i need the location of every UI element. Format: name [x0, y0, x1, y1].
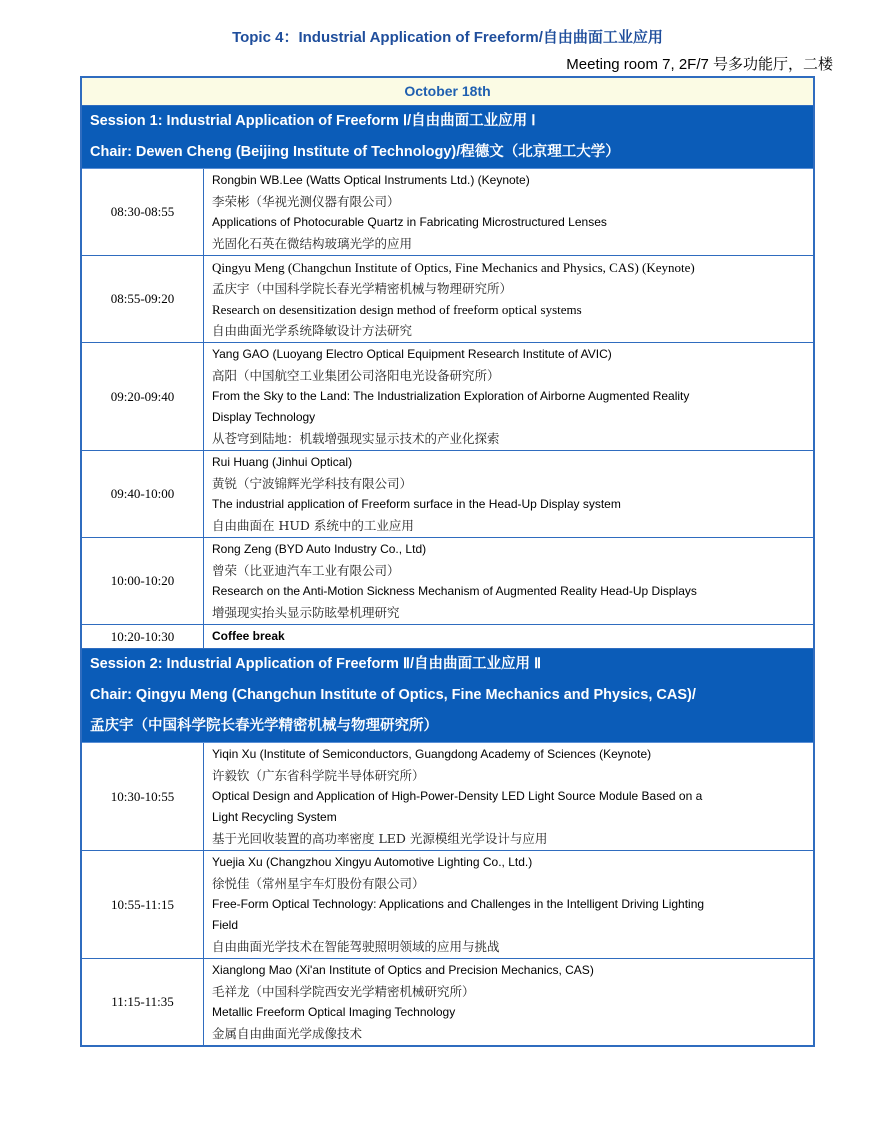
talk-line: 光固化石英在微结构玻璃光学的应用: [212, 236, 413, 251]
talk-row: [82, 451, 813, 538]
talk-line: 李荣彬（华视光测仪器有限公司）: [212, 194, 400, 209]
talk-details: [204, 743, 813, 850]
talk-line: 黄锐（宁波锦辉光学科技有限公司）: [212, 476, 413, 491]
talk-time: 10:20-10:30: [82, 625, 204, 648]
speaker-line: Yuejia Xu (Changzhou Xingyu Automotive Lighting Co., Ltd.): [212, 855, 533, 869]
talk-line: 基于光回收装置的高功率密度 LED 光源模组光学设计与应用: [212, 831, 548, 846]
talk-time: 09:20-09:40: [82, 343, 204, 450]
speaker-line: Xianglong Mao (Xi'an Institute of Optics and Precision Mechanics, CAS): [212, 963, 594, 977]
talk-line: Optical Design and Application of High-Power-Density LED Light Source Module Based on a: [212, 789, 703, 803]
talk-line: 自由曲面在 HUD 系统中的工业应用: [212, 518, 414, 533]
talk-row: [82, 169, 813, 256]
talk-line: Display Technology: [212, 410, 316, 424]
talk-details: [204, 959, 813, 1045]
talk-line: Applications of Photocurable Quartz in Fabricating Microstructured Lenses: [212, 215, 607, 229]
speaker-line: Rong Zeng (BYD Auto Industry Co., Ltd): [212, 542, 427, 556]
talk-line: 高阳（中国航空工业集团公司洛阳电光设备研究所）: [212, 368, 500, 383]
talk-time: 08:30-08:55: [82, 169, 204, 255]
talk-line: 许毅钦（广东省科学院半导体研究所）: [212, 768, 425, 783]
talk-details: [204, 169, 813, 255]
talk-line: From the Sky to the Land: The Industrialization Exploration of Airborne Augmented Reality: [212, 389, 690, 403]
talk-details: [204, 851, 813, 958]
talk-row: [82, 743, 813, 851]
speaker-line: Rongbin WB.Lee (Watts Optical Instruments Ltd.) (Keynote): [212, 173, 530, 187]
talk-row: [82, 959, 813, 1045]
talk-time: 10:00-10:20: [82, 538, 204, 624]
talk-details: [204, 538, 813, 624]
session-title: Session 2: Industrial Application of Freeform Ⅱ/自由曲面工业应用 Ⅱ: [90, 656, 542, 672]
schedule-table: [80, 76, 815, 1047]
speaker-line: Yiqin Xu (Institute of Semiconductors, Guangdong Academy of Sciences (Keynote): [212, 747, 652, 761]
session-header: [82, 106, 813, 169]
talk-details: [204, 256, 813, 342]
session-title: Session 1: Industrial Application of Freeform Ⅰ/自由曲面工业应用 Ⅰ: [90, 113, 536, 129]
talk-time: 09:40-10:00: [82, 451, 204, 537]
talk-line: 自由曲面光学技术在智能驾驶照明领域的应用与挑战: [212, 939, 500, 954]
talk-time: 10:55-11:15: [82, 851, 204, 958]
talk-line: Metallic Freeform Optical Imaging Technology: [212, 1005, 456, 1019]
talk-details: [204, 625, 813, 648]
talk-time: 08:55-09:20: [82, 256, 204, 342]
sessions-container: [82, 106, 813, 1045]
talk-line: Free-Form Optical Technology: Applications and Challenges in the Intelligent Driving Lighting: [212, 897, 705, 911]
talk-time: 11:15-11:35: [82, 959, 204, 1045]
break-row: [82, 625, 813, 649]
talk-row: [82, 851, 813, 959]
talk-details: [204, 343, 813, 450]
talk-details: [204, 451, 813, 537]
session-header: [82, 649, 813, 743]
talk-row: [82, 343, 813, 451]
talk-line: Research on the Anti-Motion Sickness Mechanism of Augmented Reality Head-Up Displays: [212, 584, 697, 598]
talk-line: 曾荣（比亚迪汽车工业有限公司）: [212, 563, 400, 578]
speaker-line: Qingyu Meng (Changchun Institute of Optics, Fine Mechanics and Physics, CAS) (Keynote): [212, 260, 695, 275]
speaker-line: Yang GAO (Luoyang Electro Optical Equipment Research Institute of AVIC): [212, 347, 612, 361]
talk-line: 增强现实抬头显示防眩晕机理研究: [212, 605, 400, 620]
talk-line: 毛祥龙（中国科学院西安光学精密机械研究所）: [212, 984, 475, 999]
talk-line: 孟庆宇（中国科学院长春光学精密机械与物理研究所）: [212, 281, 513, 296]
talk-row: [82, 538, 813, 625]
talk-time: 10:30-10:55: [82, 743, 204, 850]
talk-line: 金属自由曲面光学成像技术: [212, 1026, 363, 1041]
session-chair: 孟庆宇（中国科学院长春光学精密机械与物理研究所）: [90, 718, 438, 734]
talk-line: 徐悦佳（常州星宇车灯股份有限公司）: [212, 876, 425, 891]
topic-title: Topic 4：Industrial Application of Freeform/自由曲面工业应用: [232, 29, 663, 46]
talk-line: Light Recycling System: [212, 810, 337, 824]
talk-line: 自由曲面光学系统降敏设计方法研究: [212, 323, 413, 338]
talk-row: [82, 256, 813, 343]
meeting-room: Meeting room 7, 2F/7 号多功能厅，二楼: [566, 56, 833, 73]
session-chair: Chair: Qingyu Meng (Changchun Institute of Optics, Fine Mechanics and Physics, CAS)/: [90, 687, 696, 703]
talk-line: Field: [212, 918, 239, 932]
talk-line: 从苍穹到陆地：机载增强现实显示技术的产业化探索: [212, 431, 500, 446]
break-label: Coffee break: [212, 629, 285, 643]
talk-line: The industrial application of Freeform surface in the Head-Up Display system: [212, 497, 621, 511]
date-header: October 18th: [82, 78, 813, 106]
talk-line: Research on desensitization design method of freeform optical systems: [212, 302, 582, 317]
session-chair: Chair: Dewen Cheng (Beijing Institute of Technology)/程德文（北京理工大学）: [90, 144, 620, 160]
speaker-line: Rui Huang (Jinhui Optical): [212, 455, 353, 469]
